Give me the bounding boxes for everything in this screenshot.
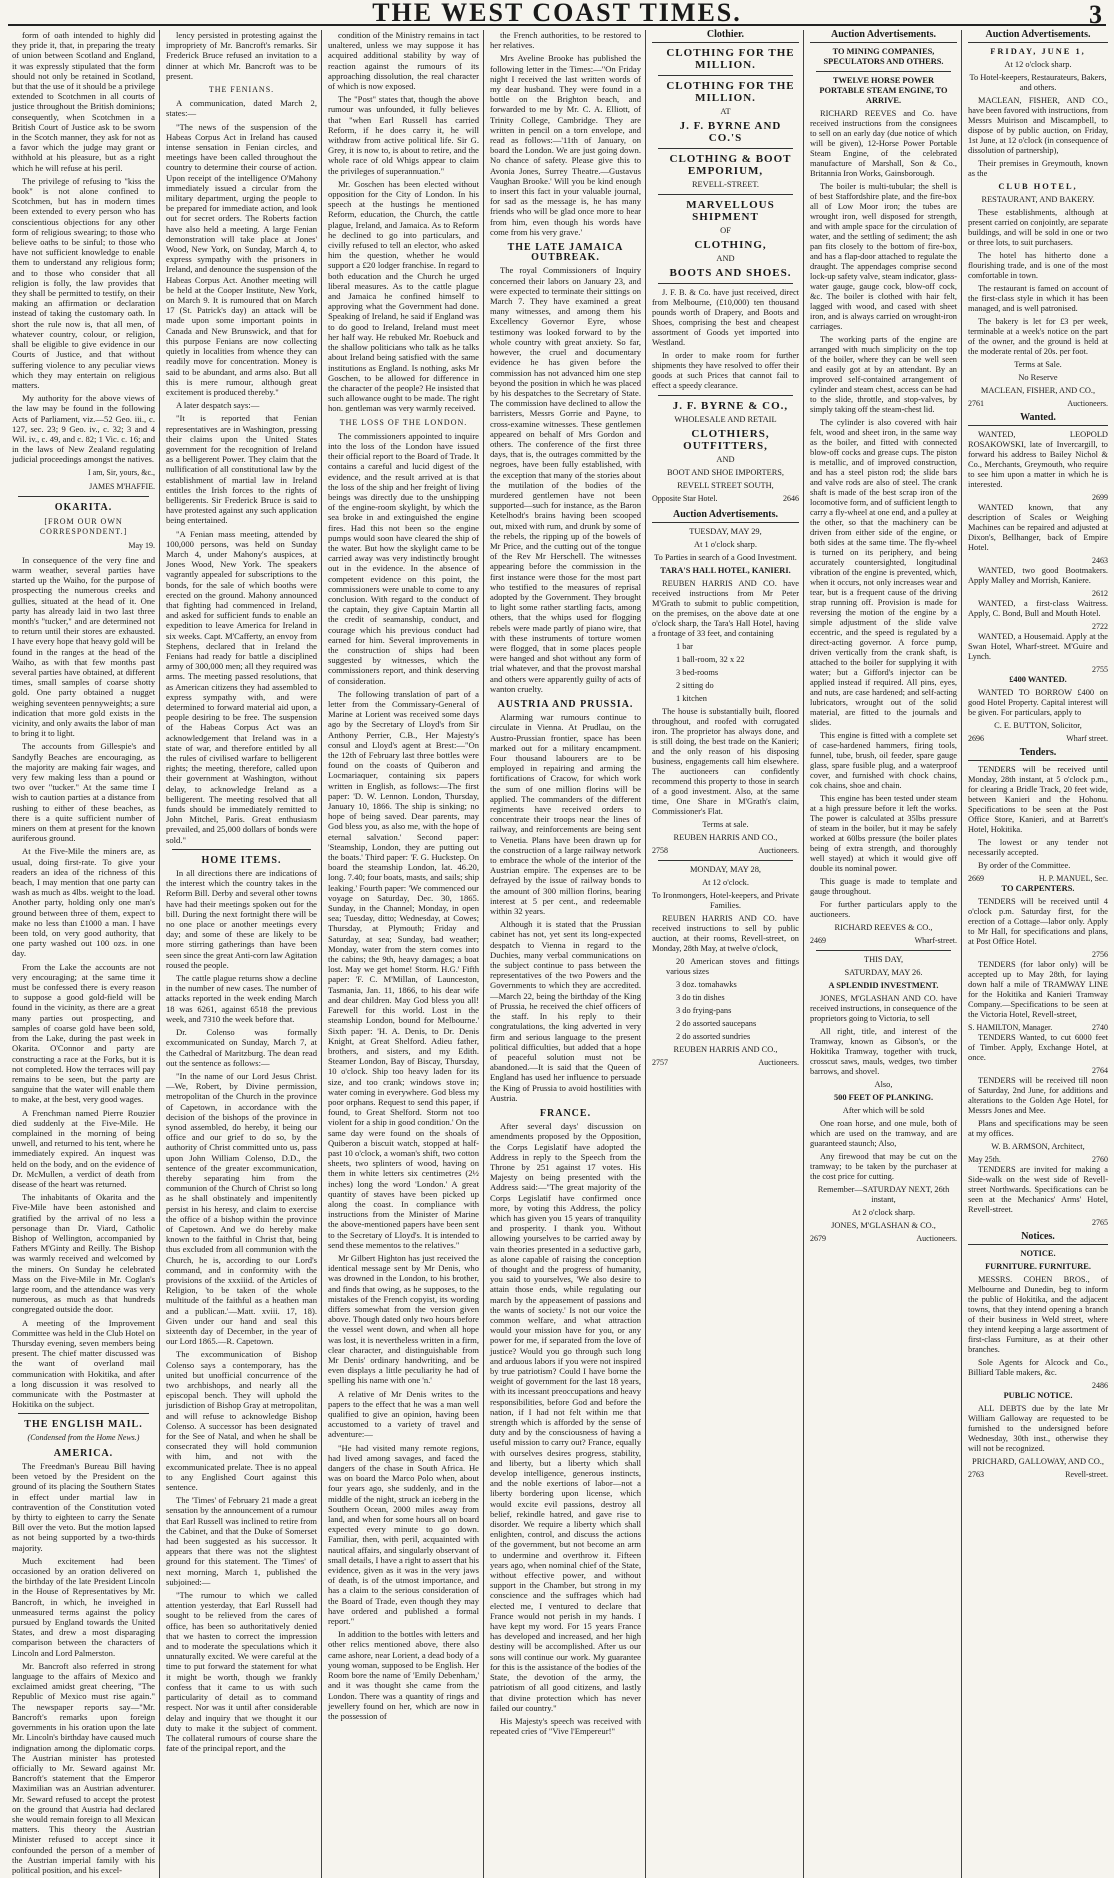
- ad-signature: H. P. MANUEL, Sec.: [1038, 874, 1108, 883]
- article-paragraph: condition of the Ministry remains in tact unaltered, unless we may suppose it has acquired additional stability by way of reaction against the rumours of its approaching dissolution, the real character of which is now exposed.: [328, 30, 479, 92]
- column-2: [162, 30, 322, 1878]
- london-paragraph: "He had visited many remote regions, had lived among savages, and faced the dangers of the chase in South Africa. He was on board the Marco Polo when, about four years ago, she suddenly, and in the middle of the night, struck an iceberg in the Southern Ocean, 2000 miles away from land, and when for some hours all on board expected every minute to go down. Familiar, then, with peril, acquainted with nautical affairs, and singularly observant of small details, I have a right to assert that his evidence, given as it was in the very jaws of death, is of the utmost importance, and has a claim to the serious consideration of the Board of Trade, even though they may have ordered and published a formal report.": [328, 1442, 479, 1627]
- ad-paragraph: The hotel has hitherto done a flourishing trade, and is one of the most comfortable in town.: [968, 251, 1108, 280]
- okarita-heading: OKARITA.: [54, 501, 113, 513]
- ad-title: TO MINING COMPANIES, SPECULATORS AND OTHERS.: [823, 47, 944, 66]
- masthead-title: THE WEST COAST TIMES.: [372, 0, 742, 27]
- section-label: Auction Advertisements.: [652, 510, 799, 523]
- ad-paragraph: JONES, M'GLASHAN AND CO. have received instructions, in consequence of the proprietors going to Victoria, to sell: [810, 994, 957, 1023]
- tender-ad: TENDERS will be received until 4 o'clock p.m. Saturday first, for the erection of a Cottage—labor only. Apply to Mr Hall, for specifications and plans, at Post Office Hotel.: [968, 897, 1108, 946]
- wanted-ad: WANTED TO BORROW £400 on good Hotel Property. Capital interest will be given. For particulars, apply to: [968, 688, 1108, 717]
- ad-paragraph: REUBEN HARRIS AND CO. have received instructions to sell by public auction, at their rooms, Revell-street, on Monday, 28th May, at twelve o'clock,: [652, 914, 799, 953]
- ad-number: 2756: [1092, 950, 1108, 959]
- ad-terms: Terms at Sale.: [1014, 360, 1062, 369]
- ad-auctioneers: Auctioneers.: [916, 1234, 957, 1243]
- ad-firm: MACLEAN, FISHER, AND CO.,: [980, 386, 1096, 395]
- list-item: 2 sitting do: [676, 681, 714, 690]
- ad-number: 2740: [1092, 1023, 1108, 1032]
- ad-footer: [968, 1155, 1108, 1165]
- ad-firm: JONES, M'GLASHAN & CO.,: [831, 1221, 936, 1230]
- okarita-subheading: [FROM OUR OWN CORRESPONDENT.]: [39, 517, 128, 537]
- section-label: Tenders.: [968, 748, 1108, 761]
- ad-line: REVELL-STREET.: [691, 180, 760, 189]
- wanted-ad: WANTED, a first-class Waitress. Apply, C. Bond, Bull and Mouth Hotel.: [968, 599, 1108, 618]
- austria-heading: AUSTRIA AND PRUSSIA.: [497, 699, 634, 710]
- divider: [816, 950, 951, 951]
- ad-title: BOOTS AND SHOES.: [669, 267, 792, 279]
- okarita-date: May 19.: [128, 540, 155, 550]
- america-paragraph: Mr. Bancroft also referred in strong language to the affairs of Mexico and exclaimed amidst great cheering, "The Republic of Mexico must rise again." The newspaper reports say—"Mr. Bancroft's remarks upon foreign governments in his oration upon the late Mr. Lincoln's birthday have caused much indignation among the diplomatic corps. The Austrian minister has protested officially to Mr. Seward against Mr. Bancroft's statement that the Emperor Maximilian was an Austrian adventurer. Mr. Seward refused to accept the protest on the ground that Austria had declared she would remain foreign to all Mexican matters. This theory the Austrian Minister refused to accept since it confounded the person of a member of the Austrian imperial family with his political position, and his excel-: [12, 1660, 155, 1875]
- okarita-paragraph: In consequence of the very fine and warm weather, several parties have started up the Waiho, for the purpose of prospecting the numerous creeks and gullies, situated at the head of it. One party has already laid in two last three month's "tucker," and are determined not to return until their stores are exhausted. I have every hope that heavy gold will be found in the ranges at the head of the Waiho, as with that few months past several parties have obtained, at different times, small samples of coarse shotty gold. One party obtained a nugget weighing seventeen pennyweights; a sure indication that more gold exists in the vicinity, and only awaits the labor of man to bring it to light.: [12, 554, 155, 739]
- list-item: 3 do frying-pans: [676, 1006, 732, 1015]
- ad-paragraph: The working parts of the engine are arranged with much simplicity on the top of the boiler, where they can be well seen and easily got at by an attendant. By an improved self-contained arrangement of cylinder and steam chest, access can be had to the slide, throttle, and stop-valves, by simply taking off the steam-chest lid.: [810, 335, 957, 414]
- list-item: 1 ball-room, 32 x 22: [676, 655, 745, 664]
- ad-paragraph: This guage is made to template and gauge throughout.: [810, 877, 957, 896]
- ad-paragraph: RICHARD REEVES and Co. have received instructions from the consignees to sell on an early day (due notice of which will be given), 12-Horse Power Portable Steam Engine, of the celebrated manufacture of Marshall, Son & Co., Britannia Iron Works, Gainsborough.: [810, 109, 957, 178]
- divider: [658, 860, 793, 861]
- ad-number: 2758: [652, 846, 668, 855]
- ad-title: J. F. BYRNE AND CO.'S: [679, 120, 782, 144]
- ad-paragraph: J. F. B. & Co. have just received, direct from Melbourne, (£10,000) ten thousand pounds worth of Drapery, and Boots and Shoes, comprising the best and cheapest assortment of Goods yet imported into Westland.: [652, 288, 799, 347]
- ad-footer: [968, 589, 1108, 599]
- fenians-paragraph: "It is reported that Fenian representatives are in Washington, pressing their claims upon the United States government for the recognition of Ireland as a belligerent Power. They claim that the nullification of all constitutional law by the establishment of martial law in Ireland entitles the Irish forces to the rights of belligerents. Sir Frederick Bruce is said to have protested against any such application being entertained.: [166, 413, 317, 526]
- ad-number: 2765: [1092, 1218, 1108, 1227]
- ad-line: 500 FEET OF PLANKING.: [833, 1093, 934, 1102]
- mail-subheading: (Condensed from the Home News.): [27, 1432, 140, 1442]
- ad-firm: REUBEN HARRIS AND CO.,: [673, 833, 778, 842]
- tender-ad: The lowest or any tender not necessarily accepted.: [968, 838, 1108, 857]
- ad-line: BOOT AND SHOE IMPORTERS,: [666, 468, 785, 477]
- ad-intro: To Ironmongers, Hotel-keepers, and Private Families.: [652, 891, 799, 910]
- fenians-paragraph: "A Fenian mass meeting, attended by 100,000 persons, was held on Sunday March 4, under Mahony's auspices, at Jones Wood, New York. The speakers vagrantly appealed for subscriptions to the bonds, for the sale of which booths were erected on the ground. Mahony announced that fighting had commenced in Ireland, and asked for sufficient funds to enable an expedition to leave America for Ireland in six weeks. Capt. M'Cafferty, an envoy from Stephens, declared that in Ireland the Fenians had ready for battle a disciplined army of 300,000 men; all they required was arms. The meeting passed resolutions, that as American citizens they had assembled to express sympathy with, and were determined to forward material aid upon, a people desiring to be free. The suspension of the Habeas Corpus Act was an acknowledgement that Ireland was in a state of war, and therefore entitled by all the rules of civilised warfare to belligerent rights; the meeting, therefore, called upon their government at Washington, without delay, to acknowledge Ireland as a belligerent. The meeting resolved that all funds should be immediately remitted to John Mitchel, Paris. Great enthusiasm prevailed, and 25,000 dollars of bonds were sold.": [166, 528, 317, 845]
- ad-title: PUBLIC NOTICE.: [1003, 1391, 1073, 1400]
- ad-firm: J. F. BYRNE & CO.,: [672, 400, 789, 412]
- london-paragraph: Mr Gilbert Highton has just received the identical message sent by Mr Denis, who was drowned in the London, to his brother, and finds that owing, as he supposes, to the mistakes of the French copyist, its wording differs somewhat from the version given above. Though dated only two hours before the vessel went down, and when all hope was lost, it is nevertheless written in a firm, clear character, and distinguishable from Mr Denis' ordinary handwriting, and be even displays a little peculiarity he had of spelling his name with one 'n.': [328, 1252, 479, 1386]
- ad-paragraph: MACLEAN, FISHER, AND CO., have been favored with instructions, from Messrs Muirison and Miscampbell, to dispose of by public auction, on Friday, 1st June, at 12 o'clock (in consequence of dissolution of partnership),: [968, 96, 1109, 155]
- jamaica-paragraph: The royal Commissioners of Inquiry concerned their labors on January 23, and were expected to terminate their sittings on March 7. They have examined a great many witnesses, and among them his Excellency Governor Eyre, whose testimony was looked forward to by the whole country with great anxiety. So far, however, the cruel and documentary evidence he has given before the commission has not advanced him one step beyond the position in which he was placed by his despatches to the Secretary of State. The commission have declined to allow the barristers, Messrs Gorrie and Payne, to cross-examine witnesses. These gentlemen appeared on behalf of Mrs Gordon and others. The conference of the first three days, that is, the outrages committed by the negroes, have been fully established, with the exception that many of the stories about the mutilation of the bodies of the murdered gentlemen have not been supported—such for instance, as the Baron Ketelhodt's brains having been scooped out, mixed with rum, and drunk by some of the rebels, the ripping up of the bowels of Mr Price, and the cutting out of the tongue of the Rev Mr Herschell. The witnesses appearing before the commission in the first instance were those for the most part who testified to the measures of reprisal adopted by the Government. They brought to light some rather startling facts, among others, that the whips used for flogging rebels were made partly of piano wire, that with these instruments of torture women were flogged, that in some places people were hanged and shot without any form of trial whatever, and that the provost marshal and others were apparently guilty of acts of wanton cruelty.: [490, 265, 641, 694]
- divider: [816, 71, 951, 72]
- jamaica-heading: THE LATE JAMAICA OUTBREAK.: [507, 242, 624, 264]
- column-1: [8, 30, 160, 1878]
- ad-signature: W. B. ARMSON, Architect,: [991, 1142, 1085, 1151]
- ad-firm: RICHARD REEVES & CO.,: [834, 923, 933, 932]
- column-7: [964, 30, 1112, 1878]
- divider: [18, 496, 149, 497]
- ad-firm: REUBEN HARRIS AND CO.,: [673, 1045, 778, 1054]
- divider: [172, 849, 311, 850]
- ad-line: After which will be sold: [842, 1106, 925, 1115]
- tender-ad: Plans and specifications may be seen at my offices.: [968, 1119, 1108, 1138]
- ad-paragraph: This engine is fitted with a complete set of case-hardened hammers, firing tools, funnel, tube, brush, oil feeder, spare gauge glass, spare fusible plug, and a waterproof cover, and furnished with chock chains, cok chains, shoe and chain.: [810, 731, 957, 790]
- ad-number: 2763: [968, 1470, 984, 1479]
- list-item: 1 bar: [676, 642, 693, 651]
- ad-date: SATURDAY, MAY 26.: [844, 968, 923, 977]
- london-heading: THE LOSS OF THE LONDON.: [339, 417, 468, 427]
- ad-signature: C. E. BUTTON, Solicitor,: [994, 721, 1082, 730]
- france-heading: FRANCE.: [539, 1107, 592, 1119]
- wanted-ad: WANTED, LEOPOLD ROSAKOWSKI, late of Invercargill, to forward his address to Bailey Nichol & Co., Merchants, Greymouth, who require to see him upon a matter in which he is interested.: [968, 430, 1108, 489]
- okarita-paragraph: At the Five-Mile the miners are, as usual, doing first-rate. To give your readers an idea of the richness of this beach, I may mention that one party can wash as much as 4lbs. weight to the load. Another party, holding only one man's ground between three of them, expect to make no less than £1000 a man. I have been told, on very good authority, that one party washed out 100 ozs. in one day.: [12, 846, 155, 959]
- ad-footer: [968, 1381, 1108, 1391]
- fenians-paragraph: A later despatch says:—: [176, 400, 260, 411]
- ad-date: MONDAY, MAY 28,: [689, 865, 762, 874]
- ad-line: REVELL STREET SOUTH,: [677, 481, 774, 490]
- ad-footer: [968, 493, 1108, 503]
- okarita-paragraph: A Frenchman named Pierre Rouzier died suddenly at the Five-Mile. He complained in the morning of being unwell, and returned to his tent, where he immediately expired. An inquest was held on the body, and on the evidence of Dr. McMullen, a verdict of death from disease of the heart was returned.: [12, 1107, 155, 1189]
- ad-paragraph: One roan horse, and one mule, both of which are used on the tramway, and are guaranteed staunch; Also,: [810, 1119, 957, 1148]
- list-item: 2 do assorted saucepans: [676, 1019, 757, 1028]
- home-paragraph: "The rumour to which we called attention yesterday, that Earl Russell had sought to be relieved from the cares of office, has been so authoritatively denied that we hasten to correct the impression and to moderate the speculations which it unnaturally excited. We were careful at the time to put forward the statement for what it might be worth, though we frankly confess that it came to us with such particularity of detail as to command respect. Nor was it until after considerable delay and inquiry that we thought it our duty to make it the subject of comment. The collateral rumours of course share the fate of the principal report, and the: [166, 1590, 317, 1754]
- home-paragraph: In all directions there are indications of the interest which the country takes in the Reform Bill. Derby and several other towns have had their meetings spoken out for the bill. During the next fortnight there will be no one place or another meetings every day; and some of these are likely to be more stirring gatherings than have been seen since the great Anti-corn law Agitation roused the people.: [166, 868, 317, 970]
- ad-time: At 1 o'clock sharp.: [694, 540, 757, 549]
- america-heading: AMERICA.: [53, 1447, 114, 1459]
- ad-paragraph: The restaurant is famed on account of the first-class style in which it has been managed, and is well patronised.: [968, 284, 1108, 313]
- london-paragraph: The commissioners appointed to inquire into the loss of the London have issued their official report to the Board of Trade. It contains a careful and lucid digest of the evidence, and the result arrived at is that the loss of the ship and her freight of living beings was directly due to the unshipping of the engine-room skylight, by which the sea broke in and extinguished the engine fires. Had this not been so the engine pumps would soon have cleared the ship of the water. But how the skylight came to be carried away was very indistinctly brought out in the evidence. In the absence of competent evidence on this point, the commissioners were unable to come to any conclusion. With regard to the conduct of the captain, they give Captain Martin all the credit of seamanship, conduct, and courage which his previous conduct had earned for him. Several improvements in the construction of ships had been suggested by witnesses, which the commissioners report, and think deserving of consideration.: [328, 430, 479, 686]
- okarita-paragraph: The inhabitants of Okarita and the Five-Mile have been astonished and gratified by the arrival of no less a personage than Dr. Viard, Catholic Bishop of Wellington, accompanied by Fathers M'Ginty and Reilly. The Bishop was warmly received and welcomed by the miners. On Sunday he celebrated Mass on the Five-Mile in Mr. Coglan's large room, and the attendance was very numerous, as much as that hundreds congregated outside the door.: [12, 1192, 155, 1315]
- ad-auctioneers: Auctioneers.: [1067, 399, 1108, 408]
- ad-time: At 12 o'clock.: [702, 878, 749, 887]
- ad-paragraph: All right, title, and interest of the Tramway, known as Gibson's, or the Hokitika Tramway, together with truck, crosscut saws, mauls, wedges, two timber barrows, and shovel.: [810, 1027, 957, 1076]
- london-paragraph: A relative of Mr Denis writes to the papers to the effect that he was a man well qualified to give an opinion, having been accustomed to a variety of travel and adventure:—: [328, 1388, 479, 1440]
- ad-signature: S. HAMILTON, Manager.: [968, 1023, 1053, 1032]
- ad-street: Wharf-street.: [914, 936, 957, 945]
- london-paragraph: The following translation of part of a letter from the Commissary-General of Marine at Lorient was received some days ago by the Secretary of Lloyd's from Sir Anthony Perrier, C.B., Her Majesty's consul and Lloyd's agent at Brest:—"On the 12th of February last three bottles were found on the coasts of Quiberon and Locmariaquer, containing six papers written in English, as follows:—The first paper: 'D. W. Lennon. London, Thursday, January 10, 1866. The ship is sinking; no hope of being saved. Dear parents, may God bless you, as also me, with the hope of eternal salvation.' Second paper: 'Steamship, London, they are putting out the boats.' Third paper: 'F. G. Huckstep. On board the steamship London, lat. 46.20, long. 7.40; four boats, masts, and sails; ship leaking.' Fourth paper: 'We commenced our voyage on Saturday, Dec. 30, 1865. Sunday, in the Channel; Monday, in open sea; Tuesday, ditto; Wednesday, at Cowes; Thursday, at Plymouth; Friday and Saturday, at sea; Sunday, bad weather; Monday, water from the stern comes into the cabins; the 9th, heavy damages; a boat lost. May we get home! Storm. H.G.' Fifth paper: 'F. C. M'Millan, of Launceston, Tasmania, Jan. 11, 1866, to his dear wife and dear children. May God bless you all! Farewell for this world. Lost in the steamship London, bound for Melbourne.' Sixth paper: 'H. A. Denis, to Dr. Denis Knight, at Great Shelford. Adieu father, brothers, and sisters, and my Edith. Steamer London, Bay of Biscay, Thursday, 10 o'clock. Ship too heavy laden for its size, and too crank; windows stove in; water coming in everywhere. God bless my poor orphans. Request to send this paper, if found, to Great Shelford. Storm not too violent for a ship in good condition.' On the same day were found on the shoals of Quiberon a biscuit watch, stopped at half-past 10 o'clock, a woman's shift, two cotton sheets, two splinters of wood, having on them in white letters six centimetres (2½ inches) long the word 'London.' A great quantity of staves have been picked up along the coast. In compliance with instructions from the Minister of Marine the above-mentioned papers have been sent to the Secretary of Lloyd's. It is intended to send these mementos to the relatives.": [328, 688, 479, 1250]
- ad-paragraph: The bakery is let for £3 per week, terminable at a week's notice on the part of the owner, and the ground is held at the moderate rental of 20s. per foot.: [968, 317, 1108, 356]
- letter-paragraph: form of oath intended to highly did they pride it, that, in preparing the treaty of union between Scotland and England, it was expressly stipulated that the form should not only be retained in Scotland, but that the use of it should be a privilege extended to Scotchmen in all courts of justice throughout the British dominions; consequently, when Scotchmen in a British Court of Justice ask to be sworn in the Scotch manner, they ask for not as a favor which the judge may grant or withhold at his pleasure, but as a right which he will refuse at his peril.: [12, 30, 155, 173]
- notice-ad: Sole Agents for Alcock and Co., Billiard Table makers, &c.: [968, 1358, 1108, 1377]
- ad-number: 2761: [968, 399, 984, 408]
- ad-number: 2757: [652, 1058, 668, 1067]
- ad-date: TUESDAY, MAY 29,: [689, 527, 762, 536]
- ad-auctioneers: Auctioneers.: [758, 1058, 799, 1067]
- list-item: 2 do assorted sundries: [676, 1032, 751, 1041]
- ad-number: 2463: [1092, 556, 1108, 565]
- ad-title: £400 WANTED.: [1009, 675, 1067, 684]
- ad-number: 2486: [1092, 1381, 1108, 1390]
- ad-subtitle: TWELVE HORSE POWER PORTABLE STEAM ENGINE, TO ARRIVE.: [819, 76, 948, 105]
- list-item: 3 do tin dishes: [676, 993, 725, 1002]
- ad-paragraph: The house is substantially built, floored throughout, and roofed with corrugated iron. The proprietor has always done, and is still doing, the best trade on the Kanieri; and the only reason of his disposing business, engagements call him elsewhere. The auctioneers can confidently recommend this property to those in search of a good investment. Also, at the same time, One Share in M'Grath's claim, Commissioner's Flat.: [652, 707, 799, 816]
- tender-ad: By order of the Committee.: [978, 861, 1071, 870]
- fenians-paragraph: A communication, dated March 2, states:—: [166, 98, 317, 119]
- wanted-ad: WANTED, two good Bootmakers. Apply Malley and Morrish, Kaniere.: [968, 566, 1108, 585]
- ad-paragraph: REUBEN HARRIS AND CO. have received instructions from Mr Peter M'Grath to submit to public competition, on the premises, on the above date at one o'clock sharp, the Tara's Hall Hotel, having a frontage of 33 feet, and containing: [652, 579, 799, 638]
- ad-title: NOTICE.: [1020, 1249, 1056, 1258]
- ad-title: CLOTHING,: [694, 239, 767, 251]
- letter-paragraph: My authority for the above views of the law may be found in the following Acts of Parliament, viz.—52 Geo. iii., c. 127, sec. 23; 9 Geo. iv., c. 32; 3 and 4 Wil. iv., c. 49, and c. 82; 1 Vic. c. 16; and in the laws of New Zealand regulating judicial proceedings amongst the natives.: [12, 393, 155, 465]
- austria-paragraph: Although it is stated that the Prussian cabinet has not, yet sent its long-expected despatch to Vienna in regard to the Duchies, many verbal communications on the subject continue to pass between the representatives of the two Powers and the Governments to which they are accredited. —March 22, being the birthday of the King of Prussia, he received the chief officers of the staff. In his reply to their congratulations, the king adverted in very firm and serious language to the present political difficulties, but added that a hope of peaceful solution must not be abandoned.—It is said that the Queen of England has used her influence to persuade the King of Prussia to avoid hostilities with Austria.: [490, 919, 641, 1103]
- ad-paragraph: The boiler is multi-tubular; the shell is of best Staffordshire plate, and the fire-box all of Low Moor iron; the tubes are wrought iron, well disposed for strength, and with ample space for the circulation of water, and the settling of sediment; the ash pan fits closely to the bottom of fire-box, and has a flap-door attached to regulate the draught. The appendages comprise second lock-up safety valve, steam indicator, glass-water gauge, gauge cock, blow-off cock, &c. The boiler is clothed with hair felt, lagged with wood, and cased with sheet iron, and is always carried on wrought-iron carriages.: [810, 182, 957, 331]
- ad-date: May 25th.: [968, 1155, 1001, 1164]
- ad-number: 2722: [1092, 622, 1108, 631]
- ad-footer: [968, 1218, 1108, 1228]
- divider: [658, 148, 793, 149]
- ad-footer: [968, 1023, 1108, 1033]
- ad-line: AND: [716, 254, 735, 263]
- ad-paragraph: Any firewood that may be cut on the tramway; to be taken by the purchaser at the cost price for cutting.: [810, 1152, 957, 1181]
- ad-auctioneers: Auctioneers.: [758, 846, 799, 855]
- article-paragraph: lency persisted in protesting against the impropriety of Mr. Bancroft's remarks. Sir Frederick Bruce refused an invitation to a dinner at which Mr. Bancroft was to be present.: [166, 30, 317, 81]
- section-label: Notices.: [968, 1232, 1108, 1245]
- tender-ad: TENDERS will be received till noon of Saturday, 2nd June, for additions and alterations to the Golden Age Hotel, for Messrs Jones and Mee.: [968, 1076, 1108, 1115]
- article-paragraph: Mr. Goschen has been elected without opposition for the City of London. In his speech at the hustings he mentioned Reform, education, the Church, the cattle plague, Ireland, and Jamaica. As to Reform he declined to go into particulars, and civilly refused to tell an elector, who asked him the question, whether he would support a £20 lodger franchise. In regard to both education and the Church he urged liberal measures. As to the cattle plague and Jamaica he confined himself to approving what the Government had done. Speaking of Ireland, he said if England was to do good to Ireland, Ireland must meet her half way. He rebuked Mr. Roebuck and the shallow politicians who talk as he talks about Ireland being satisfied with the same institutions as England. Is nothing, asks Mr Goschen, to be allowed for difference in the character of the people? He insisted that such allowance ought to be made. The right hon. gentleman was very warmly received.: [328, 178, 479, 414]
- home-items-heading: HOME ITEMS.: [201, 854, 282, 866]
- ad-paragraph: The cylinder is also covered with hair felt, wood and sheet iron, in the same way as the boiler, and fitted with connected blow-off cocks and grease cups. The piston is metallic, and of improved construction, and has a steel piston rod; the slide bars and valve rods are also of steel. The crank shaft is made of the best scrap iron of the locomotive form, and of sufficient length to carry a fly-wheel at one end, and a pulley at the other, so that the machinery can be driven from either side of the engine, or both sides at the same time. The fly-wheel is turned on its periphery, and being accurately countersighted, longitudinal vibration of the engine is prevented, which, when it occurs, not only increases wear and tear, but is a frequent cause of the driving strap running off. Provision is made for reversing the motion of the engine by a simple adjustment of the slide valve eccentric, and the speed is regulated by a direct-acting governor. A force pump, driven vertically from the crank shaft, is attached to the boiler for supplying it with water; but a Gifford's injector can be applied instead if required. All pins, eyes, and nuts, are case hardened; and self-acting lubricators, wrought out of the solid material, are fitted to the journals and slides.: [810, 418, 957, 727]
- ad-number: 2755: [1092, 665, 1108, 674]
- ad-number: 2612: [1092, 589, 1108, 598]
- france-paragraph: After several days' discussion on amendments proposed by the Opposition, the Corps Legislatif have adopted the Address in reply to the Speech from the Throne by 251 against 17 votes. His Majesty on being presented with the Address said:—"The great majority of the Corps Legislatif have confirmed once more, by voting this Address, the policy which has given you 15 years of tranquility and prosperity. I thank you. Without allowing yourselves to be carried away by vain theories presented in a seductive garb, as alone capable of raising the conception of thought and the progress of humanity, you said to yourselves, 'We also desire to attain those ends, while regulating our march by the appeasement of passions and the wants of society.' Is not our voice the common welfare, and what attraction would your mission have for you, or any power for me, if separated from the love of justice? Would you go through such long and arduous labors if you were not inspired by true patriotism? Could I have borne the weight of government for the last 18 years, with its incessant preoccupations and heavy responsibilities, before God and before the nation, if I had not felt within me that strength which is afforded by the sense of duty and by the consciousness of having a useful mission to carry out? France, equally with ourselves desires progress, stability, and liberty, but a liberty which shall develop intelligence, generous instincts, and the noble exertions of labor—not a liberty bordering upon license, which would excite evil passions, destroy all belief, rekindle hatred, and gave rise to disorder. We require a liberty which shall enlighten, control, and discuss the actions of the government, but not become an arm to undermine and overthrow it. Fifteen years ago, when nominal chief of the State, without effective power, and without support in the Chamber, but strong in my conscience and the suffrages which had elected me, I ventured to declare that France would not perish in my hands. I have kept my word. For 15 years France has developed and increased, and her high destiny will be accomplished. After us our sons will continue our work. My guarantee for this is the assistance of the bodies of the State, the devotion of the army, the patriotism of all good citizens, and lastly that divine protection which has never failed our country.": [490, 1121, 641, 1713]
- ad-footer: [652, 494, 799, 504]
- ad-footer: [968, 1470, 1108, 1480]
- ad-location: Opposite Star Hotel.: [652, 494, 718, 503]
- ad-number: 2764: [1092, 1066, 1108, 1075]
- ad-date: FRIDAY, JUNE 1,: [990, 47, 1086, 56]
- ad-title: MARVELLOUS SHIPMENT: [686, 199, 775, 223]
- ad-footer: [652, 1058, 799, 1068]
- ad-footer: [968, 399, 1108, 409]
- ad-street: Wharf street.: [1066, 734, 1108, 743]
- tender-ad: TENDERS will be received until Monday, 28th instant, at 5 o'clock p.m., for clearing a Bridle Track, 20 feet wide, between Kanieri and the Hohonu. Specifications to be seen at the Post Office Store, Kanieri, and at Barrett's Hotel, Hokitika.: [968, 765, 1108, 834]
- ad-line: Remember—SATURDAY NEXT, 26th instant,: [817, 1185, 950, 1204]
- ad-number: 2669: [968, 874, 984, 883]
- home-paragraph: Dr. Colenso was formally excommunicated on Sunday, March 7, at the Cathedral of Maritzburg. The dean read out the sentence as follows:—: [166, 1027, 317, 1068]
- columns: [8, 29, 1109, 1875]
- ad-number: 2696: [968, 734, 984, 743]
- divider: [658, 75, 793, 76]
- ad-line: OF: [720, 226, 731, 235]
- ad-intro: To Parties in search of a Good Investment.: [654, 553, 797, 562]
- ad-line: At 2 o'clock sharp.: [852, 1208, 915, 1217]
- ad-footer: [968, 874, 1108, 884]
- article-paragraph: The "Post" states that, though the above rumour was unfounded, it fully believes that "when Earl Russell has carried Reform, if he does carry it, he will withdraw from active political life. Sir G. Grey, it is now to, is about to retire, and the whole race of old Whigs appear to claim the privileges of superannuation.": [328, 94, 479, 176]
- article-paragraph: the French authorities, to be restored to her relatives.: [490, 30, 641, 51]
- ad-paragraph: This engine has been tested under steam at a high pressure before it left the works. The power is calculated at 35lbs pressure of steam in the boiler, but it may be safely worked at 60lbs pressure (the boiler plates being of extra strength, and thoroughly well stayed) at which it would give off double its nominal power.: [810, 794, 957, 873]
- okarita-paragraph: The accounts from Gillespie's and Sandyfly Beaches are encouraging, as the majority are making fair wages, and very few making less than a pound or two over "tucker." At the same time I wish to caution parties at a distance from rushing to either of these beaches, as there is a quite sufficient number of miners on them at present for the known auriferous ground.: [12, 741, 155, 844]
- section-label: Clothier.: [652, 30, 799, 43]
- london-paragraph: In addition to the bottles with letters and other relics mentioned above, there also came ashore, near Lorient, a dead body of a young woman, supposed to be English. Her Room bore the name of 'Emily Debenham,' and it was thought she came from the London. There was a quantity of rings and jewellery found on her, which are now in the possession of: [328, 1629, 479, 1721]
- home-paragraph: The excommunication of Bishop Colenso says a contemporary, has the united but unofficial concurrence of the two archbishops, and nearly all the episcopal bench. They will uphold the jurisdiction of Bishop Gray at metropolitan, and will refuse to acknowledge Bishop Colenso. A successor has been designated for the See of Natal, and when he shall be consecrated they will hold communion with him, and not with the excommunicated prelate. Thee is no appeal to any Englished Court against this sentence.: [166, 1349, 317, 1493]
- ad-footer: [810, 936, 957, 946]
- wanted-ad: WANTED, a Housemaid. Apply at the Swan Hotel, Wharf-street. M'Guire and Lynch.: [968, 632, 1108, 661]
- ad-number: 2679: [810, 1234, 826, 1243]
- ad-footer: [652, 846, 799, 856]
- ad-number: 2469: [810, 936, 826, 945]
- america-paragraph: The Freedman's Bureau Bill having been vetoed by the President on the ground of its placing the Southern States in effect under martial law in contravention of the Constitution voted by thirty to eighteen to carry the Senate Bill over the veto. But the motion lapsed as not being supported by a two-thirds majority.: [12, 1461, 155, 1553]
- ad-paragraph: These establishments, although at present carried on conjointly, are separate buildings, and will be sold in one or two or three lots, to suit purchasers.: [968, 208, 1108, 247]
- tender-ad: TENDERS Wanted, to cut 6000 feet of Timber. Apply, Exchange Hotel, at once.: [968, 1033, 1108, 1062]
- ad-paragraph: Their premises in Greymouth, known as the: [968, 159, 1108, 178]
- divider: [658, 395, 793, 396]
- ad-number: 2646: [783, 494, 799, 503]
- okarita-paragraph: A meeting of the Improvement Committee was held in the Club Hotel on Thursday evening, seven members being present. The chief matter discussed was the want of overland mail communication with Hokitika, and after a long discussion it was resolved to communicate with the Postmaster at Hokitika on the subject.: [12, 1317, 155, 1410]
- list-item: 20 American stoves and fittings various sizes: [666, 957, 799, 976]
- notice-ad: ALL DEBTS due by the late Mr William Galloway are requested to be furnished to the undersigned before Wednesday, 30th inst., otherwise they will not be recognized.: [968, 1404, 1108, 1453]
- france-paragraph: His Majesty's speech was received with repeated cries of "Vive l'Empereur!": [490, 1715, 641, 1737]
- ad-day: THIS DAY,: [863, 955, 904, 964]
- section-label: Auction Advertisements.: [810, 30, 957, 43]
- section-label: Auction Advertisements.: [968, 30, 1108, 43]
- masthead: [8, 0, 1106, 29]
- america-paragraph: Much excitement had been occasioned by an oration delivered on the birthday of the late President Lincoln in the House of Representatives by Mr. Bancroft, in which, he inveighed in unmeasured terms against the policy pursued by England towards the United States, and drew a most disparaging comparison between the characters of Lincoln and Lord Palmerston.: [12, 1555, 155, 1658]
- letter-signoff: I am, Sir, yours, &c.,: [87, 467, 155, 477]
- page-number: 3: [1089, 0, 1102, 29]
- list-item: 3 bed-rooms: [676, 668, 719, 677]
- ad-line: WHOLESALE AND RETAIL: [674, 415, 777, 424]
- divider: [658, 194, 793, 195]
- list-item: 1 kitchen: [676, 694, 707, 703]
- okarita-paragraph: From the Lake the accounts are not very encouraging; at the same time it must be confessed there is every reason to suppose a good gold-field will be found in the vicinity, as there are a great many parties out prospecting, and samples of coarse gold have been sold, from the Lake, during the past week in Okarita. O'Connor and party are constructing a race at the Forks, but it is not completed. How the terraces will pay remains to be seen, but the party are sanguine that the water will enable them to make, at the best, very good wages.: [12, 961, 155, 1105]
- ad-footer: [968, 556, 1108, 566]
- ad-title: TARA'S HALL HOTEL, KANIERI.: [660, 566, 791, 575]
- section-label: Wanted.: [968, 413, 1108, 426]
- ad-title: A SPLENDID INVESTMENT.: [828, 981, 939, 990]
- ad-title: CLOTHING FOR THE MILLION.: [666, 47, 795, 71]
- column-6: [806, 30, 962, 1878]
- ad-paragraph: In order to make room for further shipments they have resolved to offer their goods at such Prices that cannot fail to effect a speedy clearance.: [652, 351, 799, 390]
- column-3: [324, 30, 484, 1878]
- ad-line: Also,: [874, 1080, 893, 1089]
- home-paragraph: The cattle plague returns show a decline in the number of new cases. The number of attacks reported in the week ending March 18 was 6261, against 6518 the previous week, and 7310 the week before that.: [166, 973, 317, 1024]
- ad-intro: To Hotel-keepers, Restaurateurs, Bakers, and others.: [969, 73, 1107, 92]
- home-paragraph: The 'Times' of February 21 made a great sensation by the announcement of a rumour that Earl Russell was inclined to retire from the Cabinet, and that the Duke of Somerset had been suggested as his successor. It appears that there was not the slightest ground for this statement. The 'Times' of next morning, March 1, published the subjoined:—: [166, 1495, 317, 1587]
- tender-ad: TENDERS are invited for making a Side-walk on the west side of Revell-street Northwards. Specifications can be seen at the Mechanics' Arms' Hotel, Revell-street.: [968, 1165, 1108, 1214]
- notice-ad: MESSRS. COHEN BROS., of Melbourne and Dunedin, beg to inform the public of Hokitika, and the adjacent towns, that they intend opening a branch of their business in Weld street, where they intend keeping a large assortment of first-class Furniture, as at their other branches.: [968, 1275, 1108, 1354]
- ad-street: Revell-street.: [1065, 1470, 1108, 1479]
- home-paragraph: "In the name of our Lord Jesus Christ. —We, Robert, by Divine permission, metropolitan of the Church in the province of Capetown, in accordance with the decision of the bishops of the province in synod assembled, do hereby, it being our office and our grief to do so, by the authority of Christ committed unto us, pass upon John William Colenso, D.D., the sentence of the greater excommunication, thereby separating him from the communion of the Church of Christ so long as he shall obstinately and impenitently persist in his heresy, and claim to exercise the office of a bishop within the province of Capetown. And we do hereby make known to the faithful in Christ that, being thus excluded from all communion with the Church, he is, according to our Lord's command, and in conformity with the provisions of the xxxiiid. of the Articles of Religion, 'to be taken of the whole multitude of the faithful as a heathen man and a publican.'—Matt. xviii. 17, 18). Given under our hand and seal this sixteenth day of December, in the year of our Lord 1865.—R. Capetown.: [166, 1070, 317, 1347]
- column-4: [486, 30, 646, 1878]
- list-item: 3 doz. tomahawks: [676, 980, 737, 989]
- ad-title: CLOTHING & BOOT EMPORIUM,: [669, 153, 792, 177]
- ad-paragraph: For further particulars apply to the auctioneers.: [810, 900, 957, 919]
- ad-footer: [968, 734, 1108, 744]
- austria-paragraph: Alarming war rumours continue to circulate in Vienna. At Prudlau, on the Austro-Prussian frontier, space has been marked out for a military encampment. Four thousand labourers are to be employed in repairing and arming the fortifications of Cracow, for which work the sum of one million florins will be applied. The commanders of the different regiments have received orders to concentrate their troops near the lines of railway, and reinforcements are being sent to Venetia. Plans have been drawn up for the construction of a large railway network to embrace the whole of the interior of the Austrian empire. The expenses are to be defrayed by the issue of railway bonds to the amount of 300 million florins, bearing interest at 5 per cent., and redeemable within 32 years.: [490, 712, 641, 917]
- column-5: [648, 30, 804, 1878]
- ad-line: AND: [716, 455, 735, 464]
- ad-firm: CLOTHIERS, OUTFITTERS,: [683, 428, 770, 452]
- ad-title: CLOTHING FOR THE MILLION.: [666, 80, 795, 104]
- tender-ad: TENDERS (for labor only) will be accepted up to May 28th, for laying down half a mile of TRAMWAY LINE for the Hokitika and Kanieri Tramway Company.—Specifications to be seen at the Victoria Hotel, Revell-street,: [968, 960, 1108, 1019]
- ad-footer: [968, 1066, 1108, 1076]
- ad-number: 2760: [1092, 1155, 1108, 1164]
- ad-footer: [968, 665, 1108, 675]
- ad-title: TO CARPENTERS.: [1001, 884, 1075, 893]
- fenians-paragraph: "The news of the suspension of the Habeas Corpus Act in Ireland has caused intense sensation in Fenian circles, and meetings have been called throughout the country to determine their course of action. Upon receipt of the intelligence O'Mahony immediately issued a circular from the military department, urging the people to be prepared for immediate action, and look out for secret orders. The Roberts faction have also held a meeting. A large Fenian demonstration will take place at Jones' Wood, New York, on Sunday, March 4, to express sympathy with the prisoners in Ireland, and denounce the suspension of the Habeas Corpus Act. Another meeting will be held at the Cooper Institute, New York, on March 9. It is rumoured that on March 17 (St. Patrick's day) an attack will be made upon some important points in Canada and New Brunswick, and that for this purpose Fenians are now collecting quietly in localities from whence they can readily move for concentration. Money is said to be abundant, and arms also. But all this is mere rumour, although great excitement is produced thereby.": [166, 121, 317, 397]
- ad-reserve: No Reserve: [1018, 373, 1058, 382]
- divider: [658, 283, 793, 284]
- ad-terms: Terms at sale.: [702, 820, 749, 829]
- ad-footer: [968, 622, 1108, 632]
- letter-paragraph: The privilege of refusing to "kiss the book" is not alone confined to Scotchmen, but has in modern times been extended to every person who has conscientious objections for any other form of religious swearing; to those who believe oaths to be sinful; to those who have not sufficient knowledge to enable them to understand any religious form; and to those who consider that all religion is folly, the law provides that they shall be permitted to testify, on their making an affirmation or declaration instead of taking the customary oath. In short the rule now is, that all men, of whatever country, colour, or religion, shall be eligible to give evidence in our Courts of Justice, and that without suffering violence to any peculiar views which they may entertain on religious matters.: [12, 175, 155, 390]
- mail-heading: THE ENGLISH MAIL.: [24, 1419, 143, 1431]
- ad-title: CLUB HOTEL,: [998, 182, 1078, 191]
- divider: [18, 1413, 149, 1414]
- ad-footer: [810, 1234, 957, 1244]
- wanted-ad: WANTED known, that any description of Scales or Weighing Machines can be repaired and adjusted at Dixon's, Bellhanger, back of Empire Hotel.: [968, 503, 1108, 552]
- fenians-heading: THE FENIANS.: [208, 85, 275, 95]
- ad-title: RESTAURANT, AND BAKERY.: [981, 195, 1095, 204]
- letter-signature: JAMES M'HAFFIE.: [89, 481, 155, 491]
- ad-time: At 12 o'clock sharp.: [1004, 60, 1072, 69]
- ad-signature: PRICHARD, GALLOWAY, AND CO.,: [972, 1457, 1104, 1466]
- ad-line: AT: [720, 107, 731, 116]
- article-paragraph: Mrs Aveline Brooke has published the following letter in the Times:—"On Friday night I received the last written words of my dear husband. They were found in a bottle on the Brighton beach, and forwarded to me by Mr. C. A. Elliott, of Trinity College, Cambridge. They are written in pencil on a torn envelope, and read as follows:—'11th of January, on board the London. We are just going down. No chance of safety. Please give this to Avonia Jones, Surrey Theatre.—Gustavus Vaughan Brooke.' Will you be kind enough to insert this fact in your valuable journal, for sad as the message is, he has many friends who will be glad once more to hear from him, even though his words have come from his very grave.': [490, 53, 641, 237]
- ad-footer: [968, 950, 1108, 960]
- ad-number: 2699: [1092, 493, 1108, 502]
- ad-subtitle: FURNITURE. FURNITURE.: [985, 1262, 1091, 1271]
